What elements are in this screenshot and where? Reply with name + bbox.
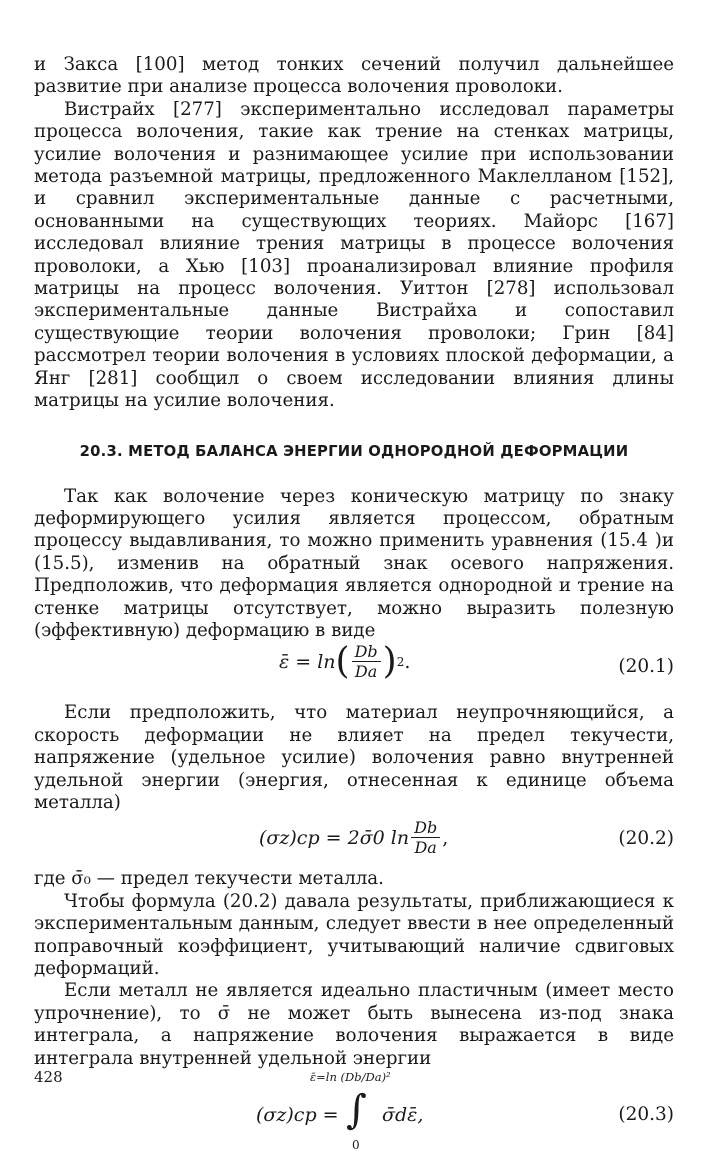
formula-20-2-numerator: Db xyxy=(411,818,440,838)
page-body xyxy=(34,54,674,1162)
formula-20-3-lower-limit: 0 xyxy=(352,1138,360,1153)
formula-20-3-integrand: σ̄dε̄, xyxy=(382,1104,424,1127)
formula-20-1-lhs: ε̄ = ln xyxy=(279,650,336,673)
formula-20-3-lhs: (σz)cp = xyxy=(256,1104,339,1127)
formula-20-2-denominator: Da xyxy=(414,838,437,858)
paragraph-1: и Закса [100] метод тонких сечений получил дальнейшее развитие при анализе процесса волочения проволоки. xyxy=(34,54,674,98)
paragraph-4: Если предположить, что материал неупрочняющийся, а скорость деформации не влияет на предел текучести, напряжение (удельное усилие) волочения равно внутренней удельной энергии (энергия, отнесенная к единице объема металла) xyxy=(34,702,674,813)
formula-20-1-trail: . xyxy=(404,650,411,673)
formula-20-1-numerator: Db xyxy=(352,642,381,662)
paragraph-2: Вистрайх [277] экспериментально исследовал параметры процесса волочения, такие как трение на стенках матрицы, усилие волочения и разнимающее усилие при использовании метода разъемной матрицы, предложенного Маклелланом [152], и сравнил экспериментальные данные с расчетными, основанными на существующих теориях. Майорс [167] исследовал влияние трения матрицы в процессе волочения проволоки, а Хью [103] проанализировал влияние профиля матрицы на процесс волочения. Уиттон [278] использовал экспериментальные данные Вистрайха и сопоставил существующие теории волочения проволоки; Грин [84] рассмотрел теории волочения в условиях плоской деформации, а Янг [281] сообщил о своем исследовании влияния длины матрицы на усилие волочения. xyxy=(34,98,674,412)
formula-20-3-number: (20.3) xyxy=(618,1104,674,1126)
paragraph-6: Чтобы формула (20.2) давала результаты, приближающиеся к экспериментальным данным, следует ввести в нее определенный поправочный коэффициент, учитывающий наличие сдвиговых деформаций. xyxy=(34,890,674,979)
formula-20-3 xyxy=(34,1070,674,1162)
formula-20-1 xyxy=(34,642,674,702)
formula-20-2-number: (20.2) xyxy=(618,828,674,850)
formula-20-1-power: 2 xyxy=(396,654,405,669)
left-paren: ( xyxy=(335,640,350,682)
paragraph-3: Так как волочение через коническую матрицу по знаку деформирующего усилия является процессом, обратным процессу выдавливания, то можно применить уравнения (15.4 )и (15.5), изменив на обратный знак осевого напряжения. Предположив, что деформация является однородной и трение на стенке матрицы отсутствует, можно выразить полезную (эффективную) деформацию в виде xyxy=(34,485,674,641)
formula-20-3-upper-limit: ε̄=ln (Db/Da)² xyxy=(310,1070,391,1085)
paragraph-5: где σ̄₀ — предел текучести металла. xyxy=(34,868,384,890)
formula-20-2-fraction xyxy=(411,818,440,857)
formula-20-1-number: (20.1) xyxy=(618,656,674,678)
formula-20-2 xyxy=(34,814,674,868)
formula-20-1-fraction xyxy=(352,642,381,681)
section-heading: 20.3. МЕТОД БАЛАНСА ЭНЕРГИИ ОДНОРОДНОЙ ДЕФОРМАЦИИ xyxy=(79,442,629,460)
formula-20-1-denominator: Da xyxy=(354,662,378,682)
formula-20-2-trail: , xyxy=(442,826,449,849)
integral-sign: ∫ xyxy=(346,1087,367,1134)
formula-20-2-lhs: (σz)cp = 2σ̄0 ln xyxy=(259,826,410,849)
page-number: 428 xyxy=(34,1068,63,1086)
right-paren: ) xyxy=(382,640,397,682)
paragraph-7: Если металл не является идеально пластичным (имеет место упрочнение), то σ̄ не может быть вынесена из-под знака интеграла, а напряжение волочения выражается в виде интеграла внутренней удельной энергии xyxy=(34,980,674,1069)
